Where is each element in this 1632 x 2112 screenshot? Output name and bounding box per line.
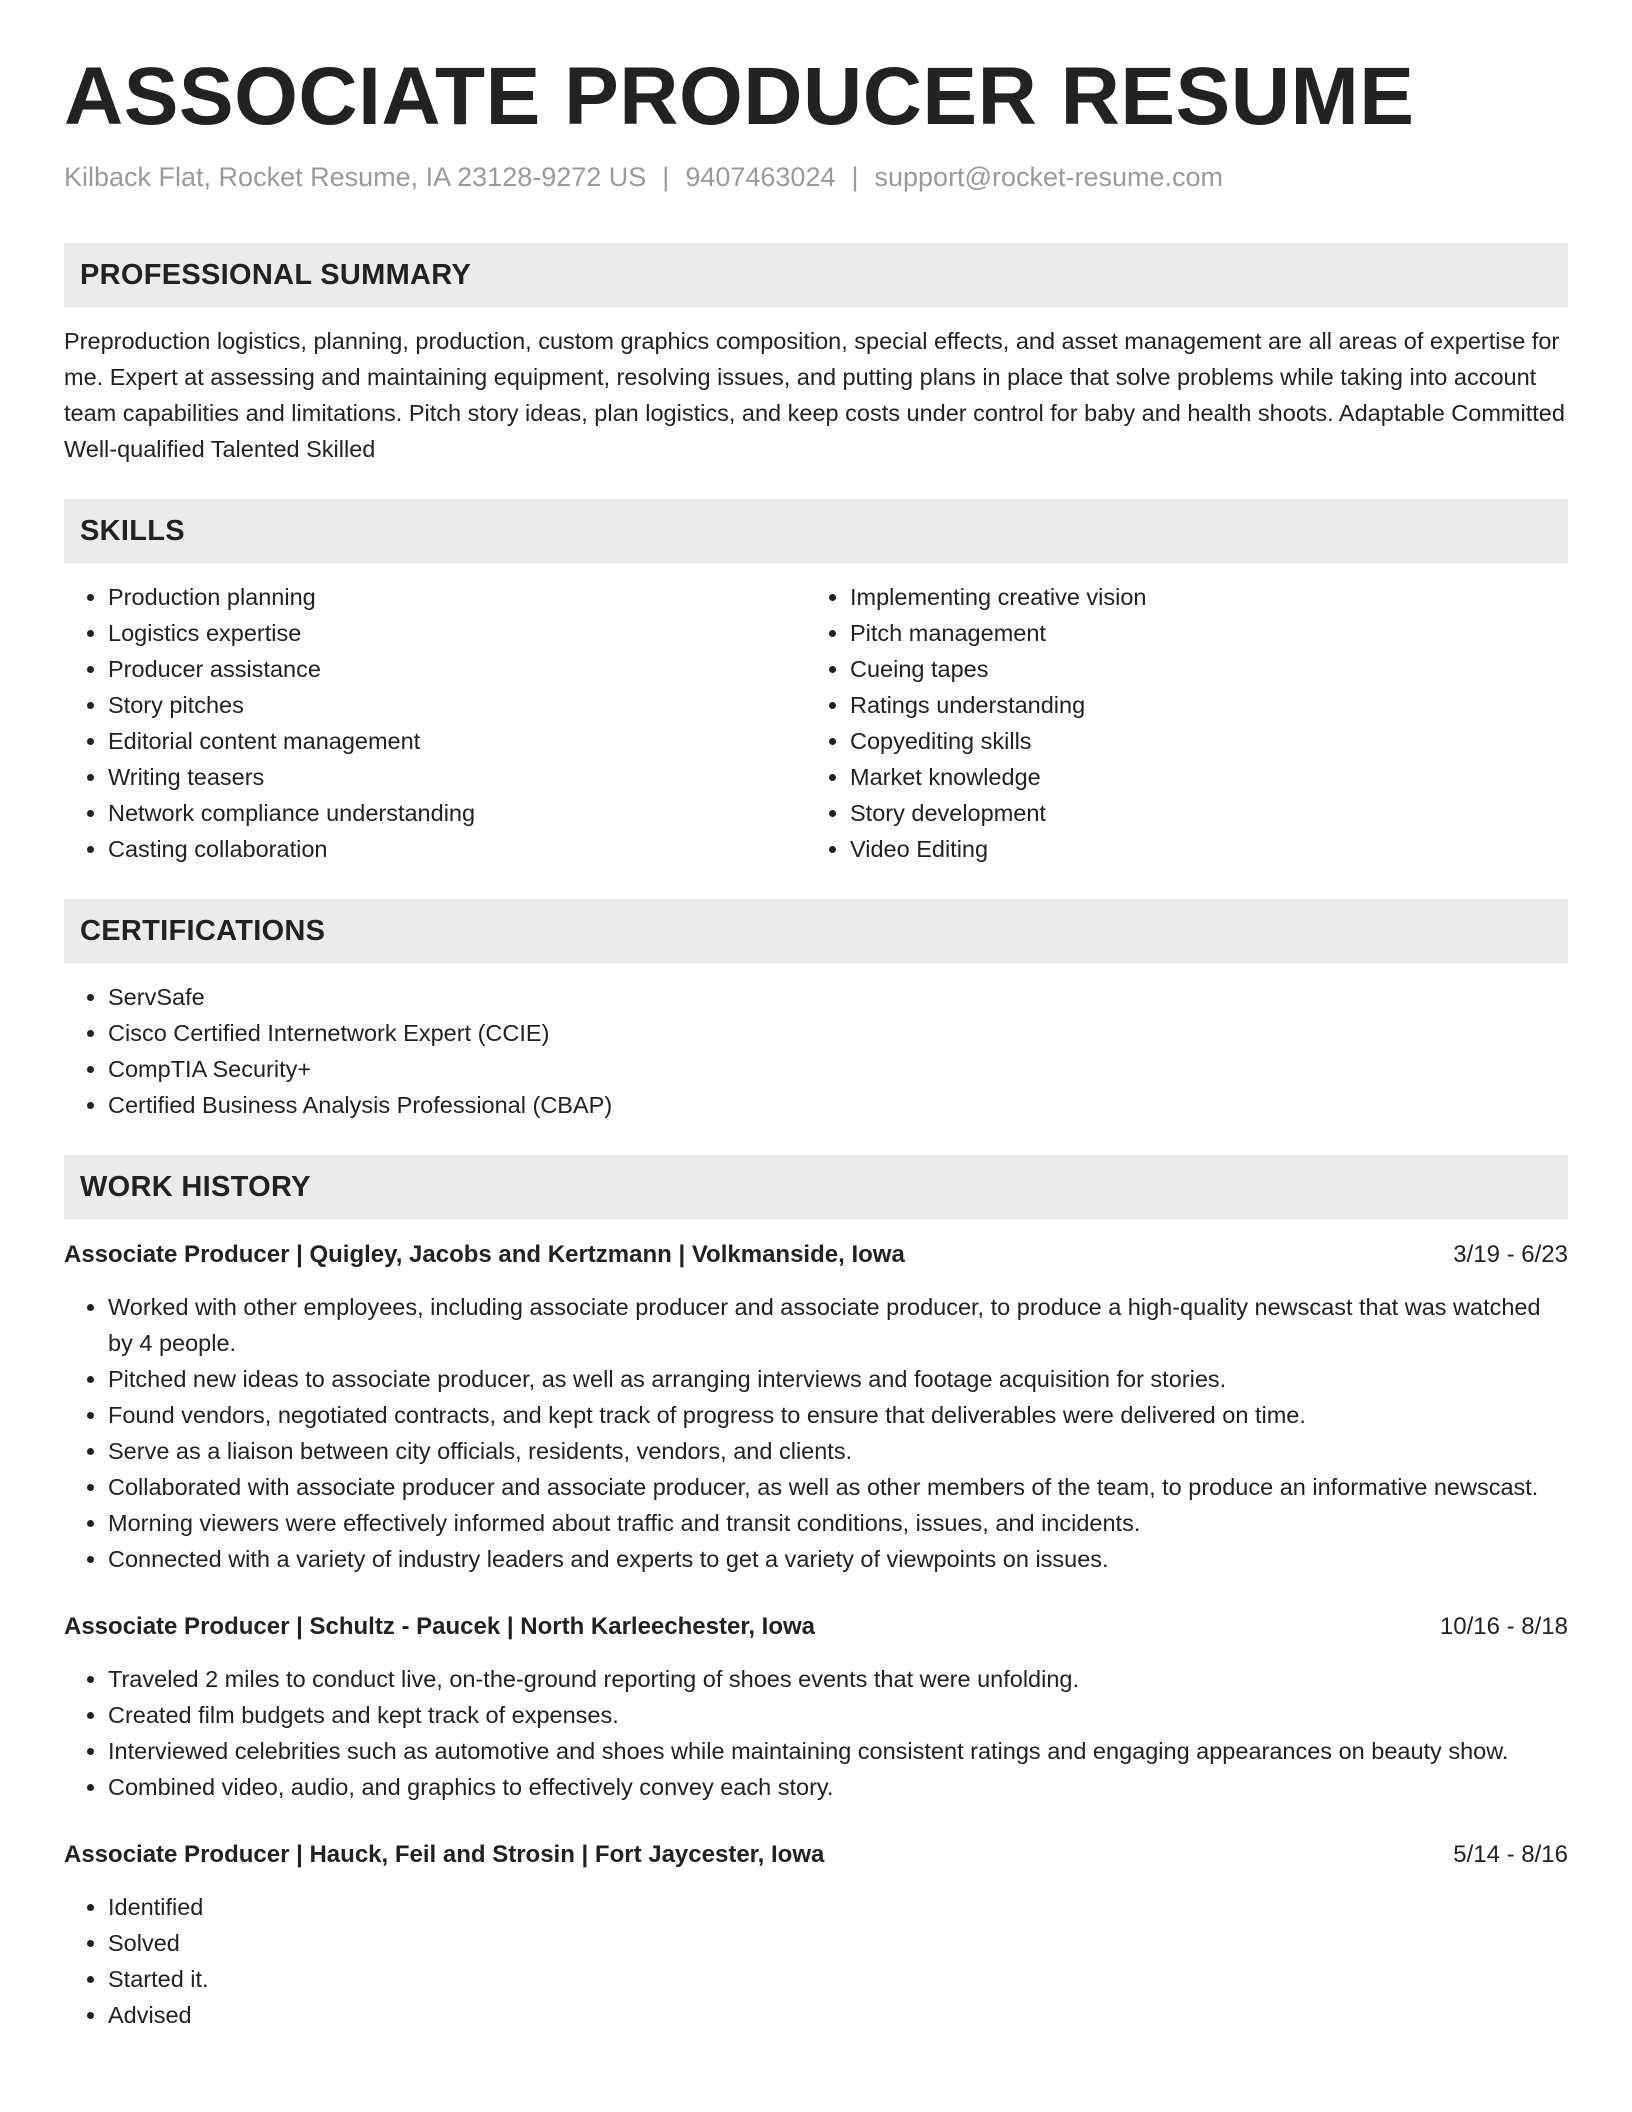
job-bullets: [64, 1661, 1568, 1805]
skill-item: • Writing teasers: [108, 759, 806, 795]
skill-item: • Network compliance understanding: [108, 795, 806, 831]
skills-heading: SKILLS: [64, 499, 1568, 563]
certification-item: • Certified Business Analysis Professional (CBAP): [108, 1087, 1568, 1123]
skill-item: • Ratings understanding: [850, 687, 1548, 723]
skill-item: • Cueing tapes: [850, 651, 1548, 687]
job-bullet: • Identified: [108, 1889, 1568, 1925]
job-dates: 5/14 - 8/16: [1453, 1841, 1568, 1868]
contact-separator: |: [662, 162, 670, 192]
contact-phone: 9407463024: [685, 162, 836, 192]
job-bullet: • Advised: [108, 1997, 1568, 2033]
skills-list-left: [64, 579, 806, 867]
skill-item: • Logistics expertise: [108, 615, 806, 651]
skill-item: • Casting collaboration: [108, 831, 806, 867]
job-bullet: • Started it.: [108, 1961, 1568, 1997]
skills-column-right: [806, 579, 1548, 867]
certifications-list: [64, 979, 1568, 1123]
job-title: Associate Producer | Schultz - Paucek | North Karleechester, Iowa: [64, 1613, 816, 1640]
certification-item: • Cisco Certified Internetwork Expert (CCIE): [108, 1015, 1568, 1051]
summary-heading: PROFESSIONAL SUMMARY: [64, 243, 1568, 307]
skills-columns: [64, 579, 1568, 867]
skill-item: • Story development: [850, 795, 1548, 831]
skill-item: • Implementing creative vision: [850, 579, 1548, 615]
job-bullet: • Solved: [108, 1925, 1568, 1961]
certification-item: • ServSafe: [108, 979, 1568, 1015]
skill-item: • Video Editing: [850, 831, 1548, 867]
contact-email: support@rocket-resume.com: [874, 162, 1224, 192]
job-header: [64, 1609, 1568, 1645]
job-bullet: • Connected with a variety of industry leaders and experts to get a variety of viewpoints on issues.: [108, 1541, 1568, 1577]
job-bullet: • Combined video, audio, and graphics to effectively convey each story.: [108, 1769, 1568, 1805]
skill-item: • Story pitches: [108, 687, 806, 723]
job-title: Associate Producer | Hauck, Feil and Strosin | Fort Jaycester, Iowa: [64, 1841, 825, 1868]
skill-item: • Copyediting skills: [850, 723, 1548, 759]
job-bullet: • Serve as a liaison between city officials, residents, vendors, and clients.: [108, 1433, 1568, 1469]
job-bullet: • Created film budgets and kept track of expenses.: [108, 1697, 1568, 1733]
job-bullet: • Morning viewers were effectively informed about traffic and transit conditions, issues, and incidents.: [108, 1505, 1568, 1541]
job-bullet: • Worked with other employees, including associate producer and associate producer, to produce a high-quality newscast that was watched by 4 people.: [108, 1289, 1568, 1361]
contact-address: Kilback Flat, Rocket Resume, IA 23128-9272 US: [64, 162, 647, 192]
skill-item: • Editorial content management: [108, 723, 806, 759]
resume-page: [64, 51, 1568, 2033]
skill-item: • Producer assistance: [108, 651, 806, 687]
skill-item: • Production planning: [108, 579, 806, 615]
job-header: [64, 1237, 1568, 1273]
job-bullets: [64, 1889, 1568, 2033]
job-header: [64, 1837, 1568, 1873]
resume-title: ASSOCIATE PRODUCER RESUME: [64, 51, 1415, 142]
certification-item: • CompTIA Security+: [108, 1051, 1568, 1087]
job-title: Associate Producer | Quigley, Jacobs and Kertzmann | Volkmanside, Iowa: [64, 1241, 905, 1268]
job-entry: [64, 1609, 1568, 1805]
job-dates: 10/16 - 8/18: [1439, 1613, 1568, 1640]
skill-item: • Market knowledge: [850, 759, 1548, 795]
job-entry: [64, 1837, 1568, 2033]
job-bullet: • Found vendors, negotiated contracts, and kept track of progress to ensure that deliverables were delivered on time.: [108, 1397, 1568, 1433]
certifications-heading: CERTIFICATIONS: [64, 899, 1568, 963]
contact-separator: |: [851, 162, 859, 192]
job-bullet: • Interviewed celebrities such as automotive and shoes while maintaining consistent ratings and engaging appearances on beauty show.: [108, 1733, 1568, 1769]
skills-column-left: [64, 579, 806, 867]
job-bullets: [64, 1289, 1568, 1577]
skills-list-right: [806, 579, 1548, 867]
skill-item: • Pitch management: [850, 615, 1548, 651]
job-bullet: • Traveled 2 miles to conduct live, on-the-ground reporting of shoes events that were unfolding.: [108, 1661, 1568, 1697]
work-history-heading: WORK HISTORY: [64, 1155, 1568, 1219]
contact-line: [64, 162, 1568, 193]
work-history-list: [64, 1237, 1568, 2033]
summary-text: Preproduction logistics, planning, production, custom graphics composition, special effects, and asset management are all areas of expertise for me. Expert at assessing and maintaining equipment, resolving issues, and putting plans in place that solve problems while taking into account team capabilities and limitations. Pitch story ideas, plan logistics, and keep costs under control for baby and health shoots. Adaptable Committed Well-qualified Talented Skilled: [64, 328, 1565, 462]
job-bullet: • Pitched new ideas to associate producer, as well as arranging interviews and footage acquisition for stories.: [108, 1361, 1568, 1397]
job-bullet: • Collaborated with associate producer and associate producer, as well as other members of the team, to produce an informative newscast.: [108, 1469, 1568, 1505]
job-entry: [64, 1237, 1568, 1577]
job-dates: 3/19 - 6/23: [1453, 1241, 1568, 1268]
